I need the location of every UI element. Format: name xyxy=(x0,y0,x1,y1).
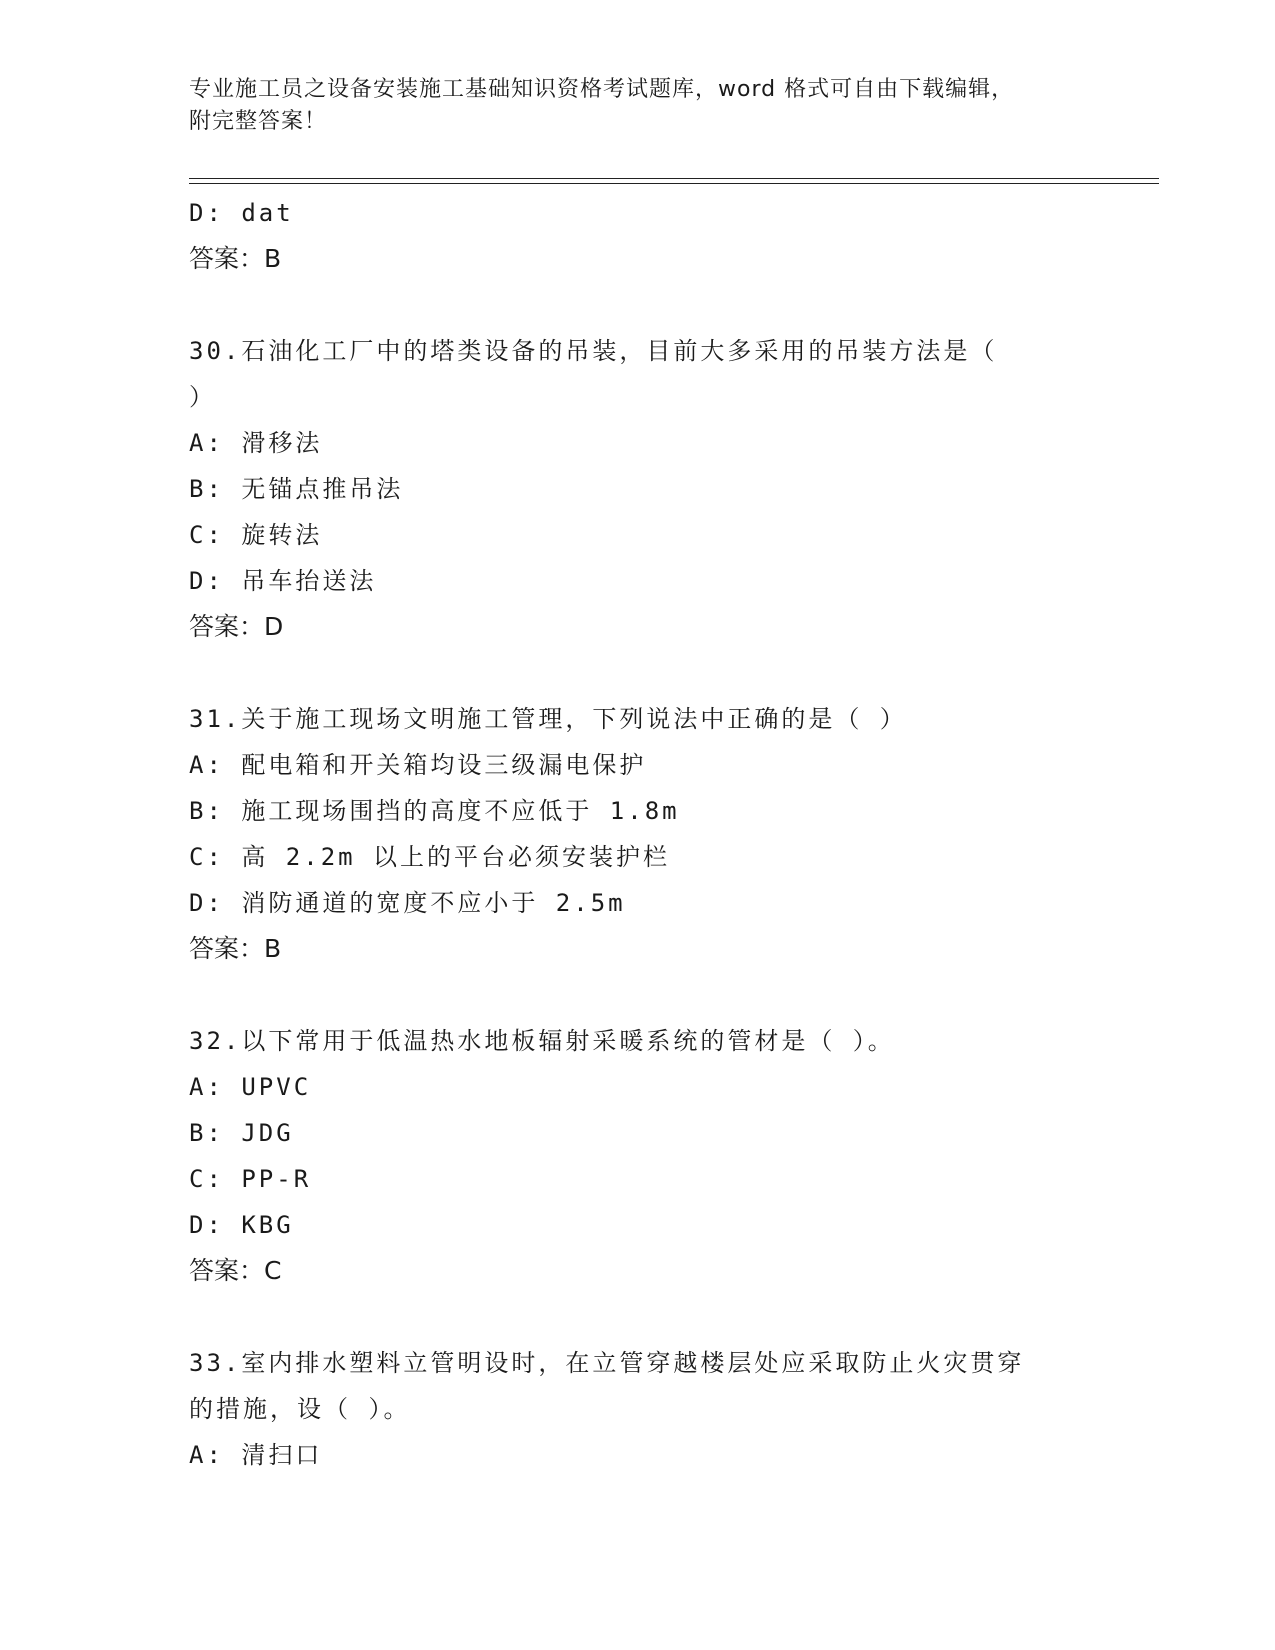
option-a: A: 清扫口 xyxy=(189,1441,323,1469)
question-33 xyxy=(189,1340,1129,1478)
header-divider-top xyxy=(189,178,1159,179)
question-list xyxy=(189,190,1129,1478)
question-30 xyxy=(189,328,1129,650)
option-d: D: 消防通道的宽度不应小于 2.5m xyxy=(189,889,626,917)
option-b: B: 无锚点推吊法 xyxy=(189,475,404,503)
question-stem: 32.以下常用于低温热水地板辐射采暖系统的管材是（ ）。 xyxy=(189,1027,895,1055)
header-divider-bottom xyxy=(189,183,1159,184)
question-stem: 33.室内排水塑料立管明设时，在立管穿越楼层处应采取防止火灾贯穿 xyxy=(189,1349,1025,1377)
option-d: D: KBG xyxy=(189,1211,294,1239)
option-c: C: 旋转法 xyxy=(189,521,323,549)
option-c: C: PP-R xyxy=(189,1165,312,1193)
question-stem-continued: 的措施，设（ ）。 xyxy=(189,1395,411,1423)
option-d: D: 吊车抬送法 xyxy=(189,567,377,595)
option-a: A: 配电箱和开关箱均设三级漏电保护 xyxy=(189,751,647,779)
answer: 答案：B xyxy=(189,934,282,963)
question-31 xyxy=(189,696,1129,972)
option-b: B: JDG xyxy=(189,1119,294,1147)
question-stem: 31.关于施工现场文明施工管理，下列说法中正确的是（ ） xyxy=(189,705,907,733)
option-a: A: 滑移法 xyxy=(189,429,323,457)
header-line-1: 专业施工员之设备安装施工基础知识资格考试题库，word 格式可自由下载编辑， xyxy=(189,77,1015,102)
header-line-2: 附完整答案！ xyxy=(189,109,328,134)
option-a: A: UPVC xyxy=(189,1073,312,1101)
fragment-option-d: D: dat xyxy=(189,199,294,227)
option-b: B: 施工现场围挡的高度不应低于 1.8m xyxy=(189,797,680,825)
question-stem-continued: ） xyxy=(189,383,216,411)
option-c: C: 高 2.2m 以上的平台必须安装护栏 xyxy=(189,843,671,871)
answer: 答案：C xyxy=(189,1256,282,1285)
question-stem: 30.石油化工厂中的塔类设备的吊装，目前大多采用的吊装方法是（ xyxy=(189,337,998,365)
question-32 xyxy=(189,1018,1129,1294)
document-header xyxy=(189,74,1089,138)
fragment-answer: 答案：B xyxy=(189,244,282,273)
answer: 答案：D xyxy=(189,612,284,641)
